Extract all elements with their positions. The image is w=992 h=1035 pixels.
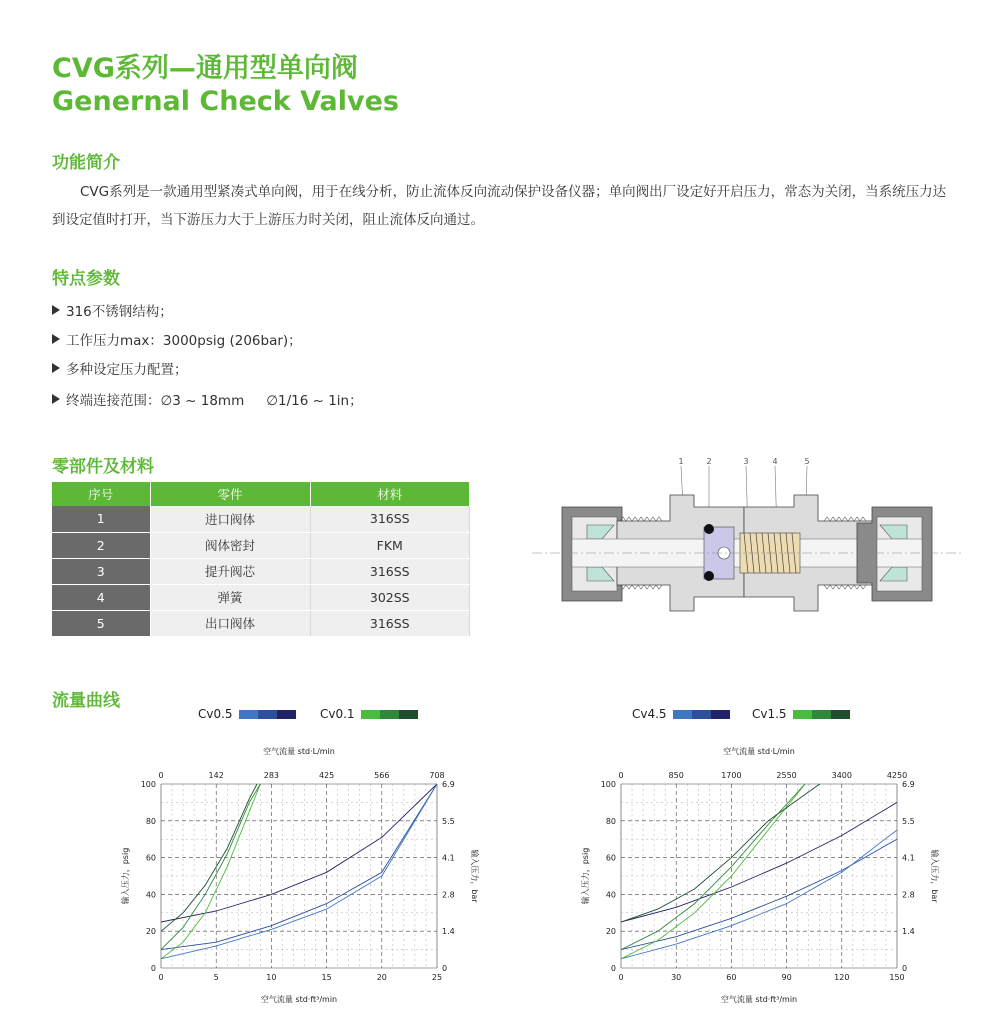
flow-chart-right [568, 740, 948, 1010]
table-row [52, 558, 470, 584]
y-tick-label: 100 [140, 780, 156, 789]
y-right-tick-label: 6.9 [442, 780, 455, 789]
y-right-tick-label: 2.8 [442, 890, 455, 900]
cell-part: 进口阀体 [150, 506, 310, 532]
y-right-tick-label: 0 [442, 964, 448, 973]
intro-heading: 功能简介 [52, 153, 120, 173]
cell-material: 316SS [310, 506, 470, 532]
legend-swatch [361, 710, 418, 719]
y-right-tick-label: 5.5 [442, 816, 455, 826]
callout-4: 4 [772, 457, 778, 466]
bullet-triangle-icon [52, 394, 60, 404]
x-top-tick-label: 425 [318, 771, 335, 780]
table-row [52, 610, 470, 636]
cell-part: 阀体密封 [150, 532, 310, 558]
col-header-part: 零件 [150, 482, 310, 506]
col-header-no: 序号 [52, 482, 150, 506]
flow-chart-left [108, 740, 488, 1010]
feature-item: 多种设定压力配置； [52, 358, 188, 378]
x-top-tick-label: 0 [158, 771, 164, 780]
cell-material: FKM [310, 532, 470, 558]
intro-paragraph: CVG系列是一款通用型紧凑式单向阀，用于在线分析，防止流体反向流动保护设备仪器；单向阀出厂设定好开启压力，常态为关闭，当系统压力达到设定值时打开，当下游压力大于上游压力时关闭，阻止流体反向通过。 [52, 184, 947, 228]
bottom-axis-label: 空气流量 std·ft³/min [260, 995, 338, 1004]
legend-item: Cv0.1 [320, 707, 418, 721]
series-line [161, 784, 260, 950]
bullet-triangle-icon [52, 305, 60, 315]
y-tick-label: 40 [605, 890, 616, 900]
y-tick-label: 80 [605, 816, 616, 826]
parts-heading: 零部件及材料 [52, 457, 154, 477]
bullet-triangle-icon [52, 363, 60, 373]
y-tick-label: 40 [145, 890, 156, 900]
bottom-axis-label: 空气流量 std·ft³/min [720, 995, 798, 1004]
series-line [161, 784, 437, 950]
x-tick-label: 15 [321, 973, 332, 982]
right-axis-label: 输入压力，bar [930, 849, 939, 903]
y-right-tick-label: 2.8 [902, 890, 915, 900]
cell-no: 5 [52, 610, 150, 636]
feature-item: 终端连接范围：∅3 ~ 18mm ∅1/16 ~ 1in； [52, 389, 363, 409]
x-tick-label: 0 [158, 973, 164, 982]
x-tick-label: 30 [671, 973, 682, 982]
y-right-tick-label: 0 [902, 964, 908, 973]
cell-part: 提升阀芯 [150, 558, 310, 584]
x-top-tick-label: 566 [374, 771, 390, 780]
cell-material: 302SS [310, 584, 470, 610]
y-right-tick-label: 4.1 [902, 853, 915, 863]
x-top-tick-label: 2550 [776, 771, 797, 780]
table-row [52, 506, 470, 532]
x-top-tick-label: 283 [263, 771, 280, 780]
legend-swatch [793, 710, 850, 719]
page-title-en: Genernal Check Valves [52, 86, 400, 117]
seal-o-ring [704, 524, 714, 534]
left-axis-label: 输入压力，psig [121, 847, 130, 905]
x-tick-label: 60 [726, 973, 737, 982]
x-top-tick-label: 4250 [886, 771, 908, 780]
col-header-material: 材料 [310, 482, 470, 506]
top-axis-label: 空气流量 std·L/min [263, 747, 335, 756]
y-tick-label: 0 [150, 964, 156, 973]
cell-material: 316SS [310, 558, 470, 584]
x-top-tick-label: 3400 [831, 771, 852, 780]
x-tick-label: 150 [889, 973, 905, 982]
y-right-tick-label: 5.5 [902, 816, 915, 826]
x-top-tick-label: 708 [429, 771, 445, 780]
table-row [52, 584, 470, 610]
y-right-tick-label: 6.9 [902, 780, 915, 789]
x-tick-label: 120 [834, 973, 850, 982]
callout-3: 3 [743, 457, 749, 466]
feature-item: 工作压力max：3000psig (206bar)； [52, 329, 302, 349]
x-tick-label: 5 [213, 973, 219, 982]
legend-item: Cv1.5 [752, 707, 850, 721]
y-right-tick-label: 1.4 [442, 927, 455, 937]
y-tick-label: 80 [145, 816, 156, 826]
x-tick-label: 25 [431, 973, 443, 982]
legend-swatch [239, 710, 296, 719]
x-top-tick-label: 0 [618, 771, 624, 780]
table-header-row [52, 482, 470, 506]
parts-table [52, 482, 470, 637]
cell-part: 出口阀体 [150, 610, 310, 636]
features-heading: 特点参数 [52, 269, 120, 289]
y-tick-label: 60 [145, 853, 156, 863]
legend-swatch [673, 710, 730, 719]
x-top-tick-label: 142 [208, 771, 224, 780]
cell-part: 弹簧 [150, 584, 310, 610]
right-axis-label: 输入压力，bar [470, 849, 479, 903]
cell-no: 4 [52, 584, 150, 610]
series-line [621, 784, 805, 959]
y-tick-label: 20 [605, 927, 616, 937]
y-right-tick-label: 1.4 [902, 927, 915, 937]
x-tick-label: 20 [376, 973, 387, 982]
y-tick-label: 20 [145, 927, 156, 937]
bullet-triangle-icon [52, 334, 60, 344]
left-axis-label: 输入压力，psig [581, 847, 590, 905]
cell-no: 3 [52, 558, 150, 584]
legend-item: Cv0.5 [198, 707, 296, 721]
flow-heading: 流量曲线 [52, 691, 120, 711]
y-tick-label: 100 [600, 780, 616, 789]
x-tick-label: 0 [618, 973, 624, 982]
top-axis-label: 空气流量 std·L/min [723, 747, 795, 756]
callout-2: 2 [706, 457, 712, 466]
series-line [161, 784, 437, 959]
callout-1: 1 [678, 457, 684, 466]
y-tick-label: 60 [605, 853, 616, 863]
legend-item: Cv4.5 [632, 707, 730, 721]
y-right-tick-label: 4.1 [442, 853, 455, 863]
y-tick-label: 0 [610, 964, 616, 973]
cell-no: 2 [52, 532, 150, 558]
x-top-tick-label: 850 [668, 771, 684, 780]
cell-no: 1 [52, 506, 150, 532]
x-tick-label: 90 [781, 973, 792, 982]
callout-labels [678, 457, 809, 466]
table-row [52, 532, 470, 558]
callout-5: 5 [804, 457, 810, 466]
feature-item: 316不锈钢结构； [52, 300, 173, 320]
cell-material: 316SS [310, 610, 470, 636]
page-title-cn: CVG系列—通用型单向阀 [52, 53, 358, 84]
valve-cross-section-diagram [532, 455, 962, 615]
x-tick-label: 10 [266, 973, 277, 982]
x-top-tick-label: 1700 [721, 771, 742, 780]
